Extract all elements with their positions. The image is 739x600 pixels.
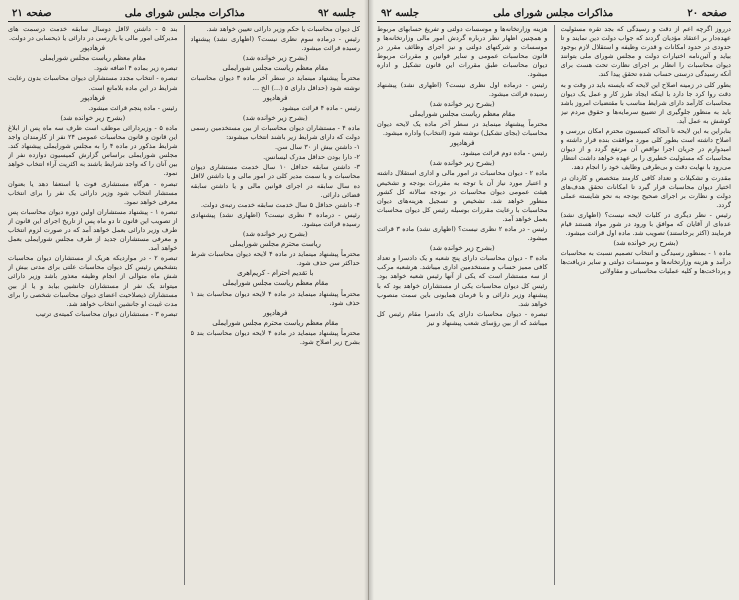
paragraph: تبصره - انتخاب مجدد مستشاران دیوان محاسبات بدون رعایت شرایط در این ماده بلامانع است. [8,74,178,92]
paragraph: مقام معظم ریاست مجلس شورایملی [222,64,329,73]
paragraph: رئیس - ماده پنجم قرائت میشود. [88,103,178,112]
session-number: جلسه ۹۲ [381,8,420,19]
text-column-right [561,25,732,585]
left-page [0,0,369,600]
text-column-left [8,25,178,585]
paragraph: ماده ۳ - دیوان محاسبات دارای پنج شعبه و یک دادسرا و تعداد کافی ممیز حساب و مستخدمین اداری میباشد. هرشعبه مرکب از سه مستشار است که یکی از آنها رئیس شعبه خواهد بود. رئیس کل دیوان محاسبات یکی از مستشاران خواهد بود که با پیشنهاد وزیر دارائی و با فرمان همایونی باین سمت منصوب خواهد شد. [377,254,548,308]
paragraph: محترماً پیشنهاد مینماید در سطر آخر ماده ۳ دیوان محاسبات نوشته شود (حداقل دارای ۵ (...) الخ ... [190,74,360,92]
paragraph: رئیس - ماده دوم قرائت میشود. [460,149,548,158]
paragraph: مقام معظم ریاست مجلس شورایملی [409,109,516,118]
text-column-right [191,25,361,585]
paragraph: محترماً پیشنهاد مینماید در ماده ۴ لایحه دیوان محاسبات بند ۱ حذف شود. [190,289,360,307]
column-divider [554,25,555,585]
paragraph: (بشرح زیر خوانده شد) [613,239,679,248]
paragraph: فرهادپور [263,308,288,317]
paragraph: بطور کلی در زمینه اصلاح این لایحه که بایسته باید در وقت و به دقت روا کرد جا دارد با اینکه ایجاد طرز کار و عمل یک دیوان محاسبات کارآمد دارای شرایط مناسب با مقتضیات امروز باشد باید به منظور جلوگیری از تضییع سرمایه‌ها و حقوق مردم نیز کوشش به عمل آید. [560,80,731,125]
paragraph: تبصره - دیوان محاسبات دارای یک دادسرا مقام رئیس کل میباشد که از بین رؤسای شعب پیشنهاد و نیز [377,309,548,327]
paragraph: (بشرح زیر خوانده شد) [60,113,126,122]
paragraph: ۱- داشتن بیش از ۳۰ سال سن. [275,143,360,152]
paragraph: رئیس - درماده ۴ نظری نیست؟ (اظهاری نشد) پیشنهادی رسیده قرائت میشود. [190,210,360,228]
paragraph: رئیس - ماده ۴ قرائت میشود. [279,103,360,112]
paragraph: تبصره - هرگاه مستشاری فوت یا استعفا دهد یا بعنوان مستشار انتخاب شود وزیر دارائی یک نفر را برای انتخاب معرفی خواهد نمود. [8,179,178,206]
text-column-left [377,25,548,585]
paragraph: مقام معظم ریاست محترم مجلس شورایملی [212,318,339,327]
paragraph: کل دیوان محاسبات یا حکم وزیر دارائی تعیین خواهد شد. [206,25,360,33]
paragraph: بند ۵ - داشتن لااقل دوسال سابقه خدمت درسمت های مدیرکلی امور مالی یا بازرسی در دارائی یا ذیحسابی در دولت. [8,25,178,43]
paragraph: (بشرح زیر خوانده شد) [242,113,308,122]
paragraph: (بشرح زیر خوانده شد) [429,244,495,253]
right-page-columns [377,25,731,585]
paragraph: فرهادپور [80,44,105,53]
left-page-header [8,6,360,22]
paragraph: ماده ۲ - دیوان محاسبات در امور مالی و اداری استقلال داشته و اعتبار مورد نیاز آن با توجه به مقررات بودجه و تشخیص هیئت عمومی دیوان محاسبات در بودجه سالانه کل کشور منظور خواهد شد. تشخیص و تسجیل هزینه‌های دیوان محاسبات با رعایت مقررات بوسیله رئیس کل دیوان محاسبات بعمل خواهد آمد. [377,169,548,223]
running-title: مذاکرات مجلس شورای ملی [124,8,245,19]
paragraph: رئیس - در ماده ۲ نظری نیست؟ (اظهاری نشد) ماده ۳ قرائت میشود. [377,224,548,243]
paragraph: مقدرت و تشکیلات و تعداد کافی کارمند متخصص و کاردان در اختیار دیوان محاسبات قرار گیرد تا امکانات تحقق هدف‌های دولت و نظارت بر اجرای صحیح بودجه به نحو شایسته عملی گردد. [560,173,731,209]
paragraph: محترماً پیشنهاد مینماید در ماده ۴ لایحه دیوان محاسبات بند ۵ بشرح زیر اصلاح شود. [190,328,360,346]
running-title: مذاکرات مجلس شورای ملی [493,8,614,19]
paragraph: فرهادپور [450,139,475,148]
paragraph: ریاست محترم مجلس شورایملی [229,240,321,249]
paragraph: فرهادپور [263,93,288,102]
paragraph: تبصره ۳ - مستشاران دیوان محاسبات کمیته‌ی ترتیب [35,309,178,318]
paragraph: تبصره ۱ - پیشنهاد مستشاران اولین دوره دیوان محاسبات پس از تصویب این قانون تا دو ماه پس از تاریخ اجرای این قانون از طرف وزیر دارائی بعمل خواهد آمد که در صورت لزوم انتخاب و معرفی مستشاران جدید از طرف مجلس شورایملی بعمل خواهد آمد. [8,207,178,253]
paragraph: بنابراین به این لایحه تا آنجاکه کمیسیون محترم امکان بررسی و اصلاح داشته است بطور کلی مورد موافقت بنده قرار داشته و امیدوارم در جریان اجرا نواقص آن مرتفع گردد و از دیوان محاسبات که مسئولیت خطیری را بر عهده خواهد داشت انتظار می‌رود با نهایت دقت و بی‌طرفی وظایف خود را انجام دهد. [560,127,731,172]
paragraph: مقام معظم ریاست مجلس شورایملی [39,54,146,63]
paragraph: با تقدیم احترام - کریم‌اهری [237,269,314,278]
paragraph: (بشرح زیر خوانده شد) [429,99,495,108]
paragraph: محترماً پیشنهاد مینماید در ماده ۴ لایحه دیوان محاسبات شرط حداکثر سن حذف شود. [190,250,360,268]
column-divider [184,25,185,585]
page-number: صفحه ۲۱ [12,8,52,19]
paragraph: تبصره ۲ - در مواردیکه هریک از مستشاران دیوان محاسبات بتشخیص رئیس کل دیوان محاسبات علتی برای مدتی بیش از شش ماه متوالی از انجام وظیفه معذور باشد وزیر دارائی میتواند یک نفر از مستشاران جانشین بیابد و یا از بین مستشاران ذیصلاحیت اعضای دیوان محاسبات شخصی را برای مدت غیبت او جانشین انتخاب خواهد شد. [8,254,178,308]
paragraph: (بشرح زیر خوانده شد) [429,159,495,168]
paragraph: رئیس - درماده سوم نظری نیست؟ (اظهاری نشد) پیشنهاد رسیده قرائت میشود. [190,35,360,53]
paragraph: رئیس - نظر دیگری در کلیات لایحه نیست؟ (اظهاری نشد) عده‌ای از آقایان که موافق با ورود در شور مواد هستند قیام فرمایند (اکثر برخاستند) تصویب شد. ماده اول قرائت میشود. [560,210,731,238]
paragraph: ۲- دارا بودن حداقل مدرک لیسانس. [263,153,360,162]
paragraph: ماده ۱ - بمنظور رسیدگی و انتخاب تصمیم نسبت به محاسبات درآمد و هزینه وزارتخانه‌ها و موسسات دولتی و سایر دریافت‌ها و پرداخت‌ها و کلیه عملیات محاسباتی و مقاولاتی [560,249,731,276]
paragraph: فرهادپور [80,93,105,102]
paragraph: ماده ۴ - مستشاران دیوان محاسبات از بین مستخدمین رسمی دولت که دارای شرایط زیر باشند انتخاب میشوند: [190,123,360,142]
paragraph: ماده ۵ - وزیردارائی موظف است ظرف سه ماه پس از ابلاغ این قانون و قانون محاسبات عمومی ۲۴ نفر از کارمندان واجد شرایط مذکور در ماده ۴ را به مجلس شورایملی پیشنهاد کند. مجلس شورایملی براساس گزارش کمیسیون دوازده نفر از بین آنان را که واجد شرایط باشند به اکثریت آراء انتخاب خواهد نمود. [8,123,178,178]
right-page [369,0,739,600]
paragraph: محترماً پیشنهاد مینماید در سطر آخر ماده یک لایحه دیوان محاسبات (بجای تشکیل) نوشته شود (انتخاب) واداره میشود. [377,119,548,138]
page-number: صفحه ۲۰ [687,8,727,19]
paragraph: درروز اگرچه اعم از دقت و رسیدگی که بجد تقره مسئولیت عهده‌دار بر اعتقاد مؤدیان گردند که جواب دولت دین نمایند و تا حدودی در حدود امکانات و قدرت وظیفه و استقلال لازم بوجود بیاید و آئین‌نامه اختیارات دولت و مجلس شورای ملی بتوانند دیوان محاسبات را انظار بر اجرای نظارت تحت هست برای آنکه رسیدگی درستی حساب شده تحقق پیدا کند. [560,25,731,79]
paragraph: (بشرح زیر خوانده شد) [242,229,308,238]
paragraph: هزینه وزارتخانه‌ها و موسسات دولتی و تفریغ حسابهای مربوط و همچنین اظهار نظر درباره گردش امور مالی وزارتخانه‌ها و موسسات و شرکتهای دولتی و نیز اجرای وظائف مقرر در قانون محاسبات عمومی و سایر قوانین و مقررات مربوط دیوان محاسبات طبق مقررات این قانون تشکیل و اداره میشود. [377,25,548,79]
paragraph: تبصره زیر بماده ۴ اضافه شود. [94,64,178,73]
paragraph: (بشرح زیر خوانده شد) [242,54,308,63]
paragraph: رئیس - درماده اول نظری نیست؟ (اظهاری نشد) پیشنهاد رسیده قرائت میشود. [377,80,548,98]
right-page-header [377,6,731,22]
left-page-columns [8,25,360,585]
paragraph: ۴- داشتن حداقل ۵ سال خدمت سابقه خدمت رتبه‌ی دولت. [200,200,360,209]
paragraph: مقام معظم ریاست مجلس شورایملی [222,279,329,288]
session-number: جلسه ۹۲ [317,8,356,19]
paragraph: ۳- داشتن سابقه حداقل ۱۰ سال خدمت مستشاری دیوان محاسبات و یا سمت مدیر کلی در امور مالی و یا داشتن لااقل ده سال سابقه در اجرای قوانین مالی و یا داشتن سابقه قضائی دارائی. [190,163,360,199]
